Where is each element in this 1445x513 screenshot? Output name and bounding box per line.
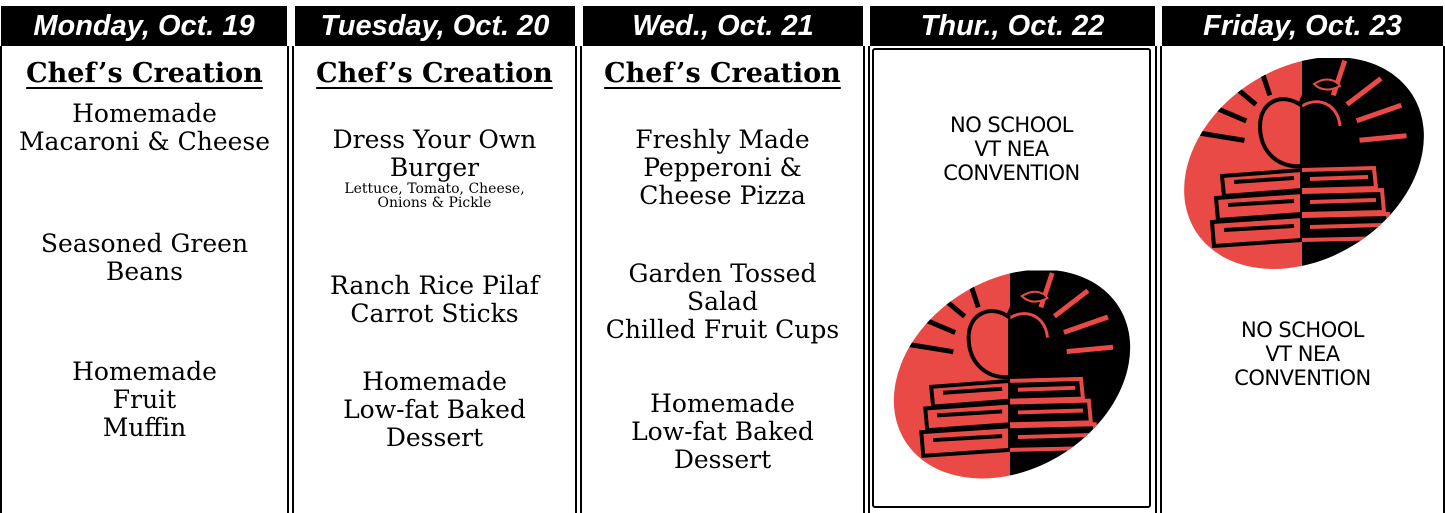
menu-item xyxy=(294,272,575,328)
menu-line: Fruit xyxy=(112,385,177,414)
menu-item-detail xyxy=(294,182,575,210)
menu-title: Chef’s Creation xyxy=(26,58,263,89)
column-divider xyxy=(287,46,289,513)
menu-detail-line: Onions & Pickle xyxy=(377,195,492,211)
menu-title: Chef’s Creation xyxy=(316,58,553,89)
menu-item xyxy=(2,230,287,286)
menu-item xyxy=(582,260,863,344)
menu-item xyxy=(582,126,863,210)
column-divider xyxy=(1160,46,1162,513)
menu-item xyxy=(294,126,575,182)
menu-line: Cheese Pizza xyxy=(639,181,806,210)
menu-line: Salad xyxy=(687,287,758,316)
no-school-notice xyxy=(874,113,1149,185)
day-header-tuesday: Tuesday, Oct. 20 xyxy=(295,6,575,46)
menu-line: Pepperoni & xyxy=(643,153,802,182)
menu-line: Garden Tossed xyxy=(628,259,817,288)
menu-title: Chef’s Creation xyxy=(604,58,841,89)
notice-line: CONVENTION xyxy=(943,161,1080,185)
menu-line: Macaroni & Cheese xyxy=(18,127,271,156)
menu-line: Homemade xyxy=(650,389,795,418)
menu-line: Burger xyxy=(389,153,480,182)
menu-line: Chilled Fruit Cups xyxy=(605,315,840,344)
menu-line: Ranch Rice Pilaf xyxy=(330,271,539,300)
menu-line: Beans xyxy=(105,257,183,286)
menu-line: Homemade xyxy=(72,357,217,386)
column-divider xyxy=(868,46,870,513)
no-school-notice xyxy=(1162,318,1443,390)
menu-item xyxy=(294,368,575,452)
menu-line: Low-fat Baked xyxy=(631,417,814,446)
day-header-wednesday: Wed., Oct. 21 xyxy=(583,6,863,46)
menu-line: Homemade xyxy=(72,99,217,128)
menu-detail-line: Lettuce, Tomato, Cheese, xyxy=(344,181,525,197)
menu-item xyxy=(2,358,287,442)
menu-line: Low-fat Baked xyxy=(343,395,526,424)
day-header-friday: Friday, Oct. 23 xyxy=(1162,6,1443,46)
day-header-thursday: Thur., Oct. 22 xyxy=(870,6,1155,46)
apple-on-books-icon xyxy=(1164,52,1444,274)
menu-line: Homemade xyxy=(362,367,507,396)
menu-item xyxy=(582,390,863,474)
column-divider xyxy=(575,46,577,513)
column-divider xyxy=(1155,46,1157,513)
menu-line: Freshly Made xyxy=(635,125,810,154)
notice-line: VT NEA xyxy=(1265,342,1340,366)
menu-item xyxy=(2,100,287,156)
notice-line: VT NEA xyxy=(974,137,1049,161)
menu-line: Muffin xyxy=(102,413,187,442)
menu-line: Dessert xyxy=(673,445,772,474)
column-divider xyxy=(863,46,865,513)
notice-line: NO SCHOOL xyxy=(950,113,1073,137)
menu-line: Seasoned Green xyxy=(40,229,249,258)
apple-on-books-icon xyxy=(874,264,1150,484)
day-header-monday: Monday, Oct. 19 xyxy=(1,6,287,46)
menu-line: Carrot Sticks xyxy=(350,299,519,328)
notice-line: NO SCHOOL xyxy=(1241,318,1364,342)
menu-line: Dress Your Own xyxy=(332,125,537,154)
notice-line: CONVENTION xyxy=(1234,366,1371,390)
menu-line: Dessert xyxy=(385,423,484,452)
